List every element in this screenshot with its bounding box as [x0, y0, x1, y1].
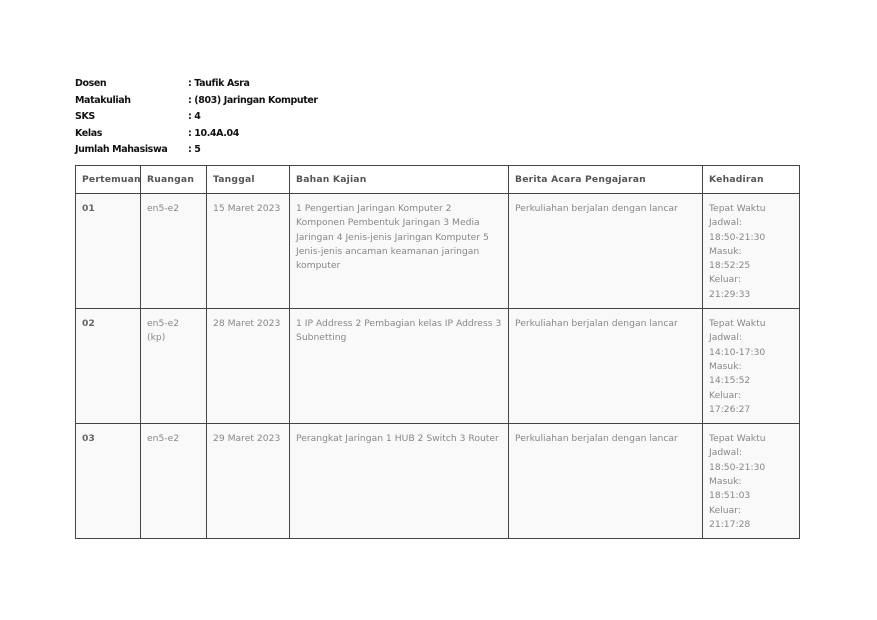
info-label: Jumlah Mahasiswa — [75, 144, 168, 155]
check-out-label: Keluar: — [709, 389, 741, 401]
info-value: : (803) Jaringan Komputer — [188, 94, 318, 106]
header-bahan-kajian: Bahan Kajian — [290, 166, 509, 194]
schedule-value: 18:50-21:30 — [709, 461, 766, 473]
table-row — [76, 309, 800, 424]
header-ruangan: Ruangan — [141, 166, 207, 194]
cell-kehadiran — [703, 309, 800, 424]
cell-bahan-kajian: Perangkat Jaringan 1 HUB 2 Switch 3 Router — [290, 424, 509, 539]
table-row — [76, 194, 800, 309]
check-in-label: Masuk: — [709, 245, 742, 257]
cell-pertemuan: 02 — [76, 309, 141, 424]
cell-kehadiran — [703, 194, 800, 309]
header-tanggal: Tanggal — [207, 166, 290, 194]
header-berita-acara: Berita Acara Pengajaran — [509, 166, 703, 194]
cell-berita-acara: Perkuliahan berjalan dengan lancar — [509, 424, 703, 539]
cell-ruangan: en5-e2 (kp) — [141, 309, 207, 424]
attendance-table — [75, 165, 800, 539]
check-out-value: 21:29:33 — [709, 288, 751, 300]
info-value: : Taufik Asra — [188, 78, 250, 89]
check-out-label: Keluar: — [709, 504, 741, 516]
check-in-value: 18:51:03 — [709, 490, 751, 502]
cell-berita-acara: Perkuliahan berjalan dengan lancar — [509, 309, 703, 424]
schedule-label: Jadwal: — [709, 447, 742, 459]
info-label: Kelas — [75, 127, 102, 139]
check-in-label: Masuk: — [709, 360, 742, 372]
header-pertemuan: Pertemuan — [76, 166, 141, 194]
info-label: Matakuliah — [75, 94, 131, 106]
table-header-row — [76, 166, 800, 194]
schedule-label: Jadwal: — [709, 332, 742, 344]
info-value: : 4 — [188, 111, 201, 122]
info-value: : 10.4A.04 — [188, 127, 239, 139]
info-value: : 5 — [188, 144, 201, 155]
info-row-dosen — [75, 76, 318, 93]
cell-bahan-kajian: 1 IP Address 2 Pembagian kelas IP Address 3 Subnetting — [290, 309, 509, 424]
cell-ruangan: en5-e2 — [141, 194, 207, 309]
check-out-value: 21:17:28 — [709, 518, 751, 530]
cell-tanggal: 29 Maret 2023 — [207, 424, 290, 539]
info-row-sks — [75, 109, 318, 126]
check-out-label: Keluar: — [709, 274, 741, 286]
cell-tanggal: 28 Maret 2023 — [207, 309, 290, 424]
cell-pertemuan: 03 — [76, 424, 141, 539]
course-info — [75, 76, 318, 159]
check-out-value: 17:26:27 — [709, 403, 751, 415]
info-row-jumlah-mahasiswa — [75, 142, 318, 159]
cell-bahan-kajian: 1 Pengertian Jaringan Komputer 2 Komponen Pembentuk Jaringan 3 Media Jaringan 4 Jenis-jenis Jaringan Komputer 5 Jenis-jenis ancaman keamanan jaringan komputer — [290, 194, 509, 309]
info-row-kelas — [75, 126, 318, 143]
cell-ruangan: en5-e2 — [141, 424, 207, 539]
attendance-status: Tepat Waktu — [709, 433, 766, 445]
attendance-status: Tepat Waktu — [709, 318, 766, 330]
table-row — [76, 424, 800, 539]
cell-tanggal: 15 Maret 2023 — [207, 194, 290, 309]
schedule-value: 14:10-17:30 — [709, 346, 766, 358]
check-in-label: Masuk: — [709, 476, 742, 488]
info-label: SKS — [75, 111, 95, 122]
info-row-matakuliah — [75, 93, 318, 110]
header-kehadiran: Kehadiran — [703, 166, 800, 194]
check-in-value: 14:15:52 — [709, 375, 751, 387]
schedule-label: Jadwal: — [709, 217, 742, 229]
cell-kehadiran — [703, 424, 800, 539]
cell-berita-acara: Perkuliahan berjalan dengan lancar — [509, 194, 703, 309]
attendance-status: Tepat Waktu — [709, 203, 766, 214]
cell-pertemuan: 01 — [76, 194, 141, 309]
check-in-value: 18:52:25 — [709, 260, 751, 272]
schedule-value: 18:50-21:30 — [709, 231, 766, 243]
info-label: Dosen — [75, 78, 107, 89]
